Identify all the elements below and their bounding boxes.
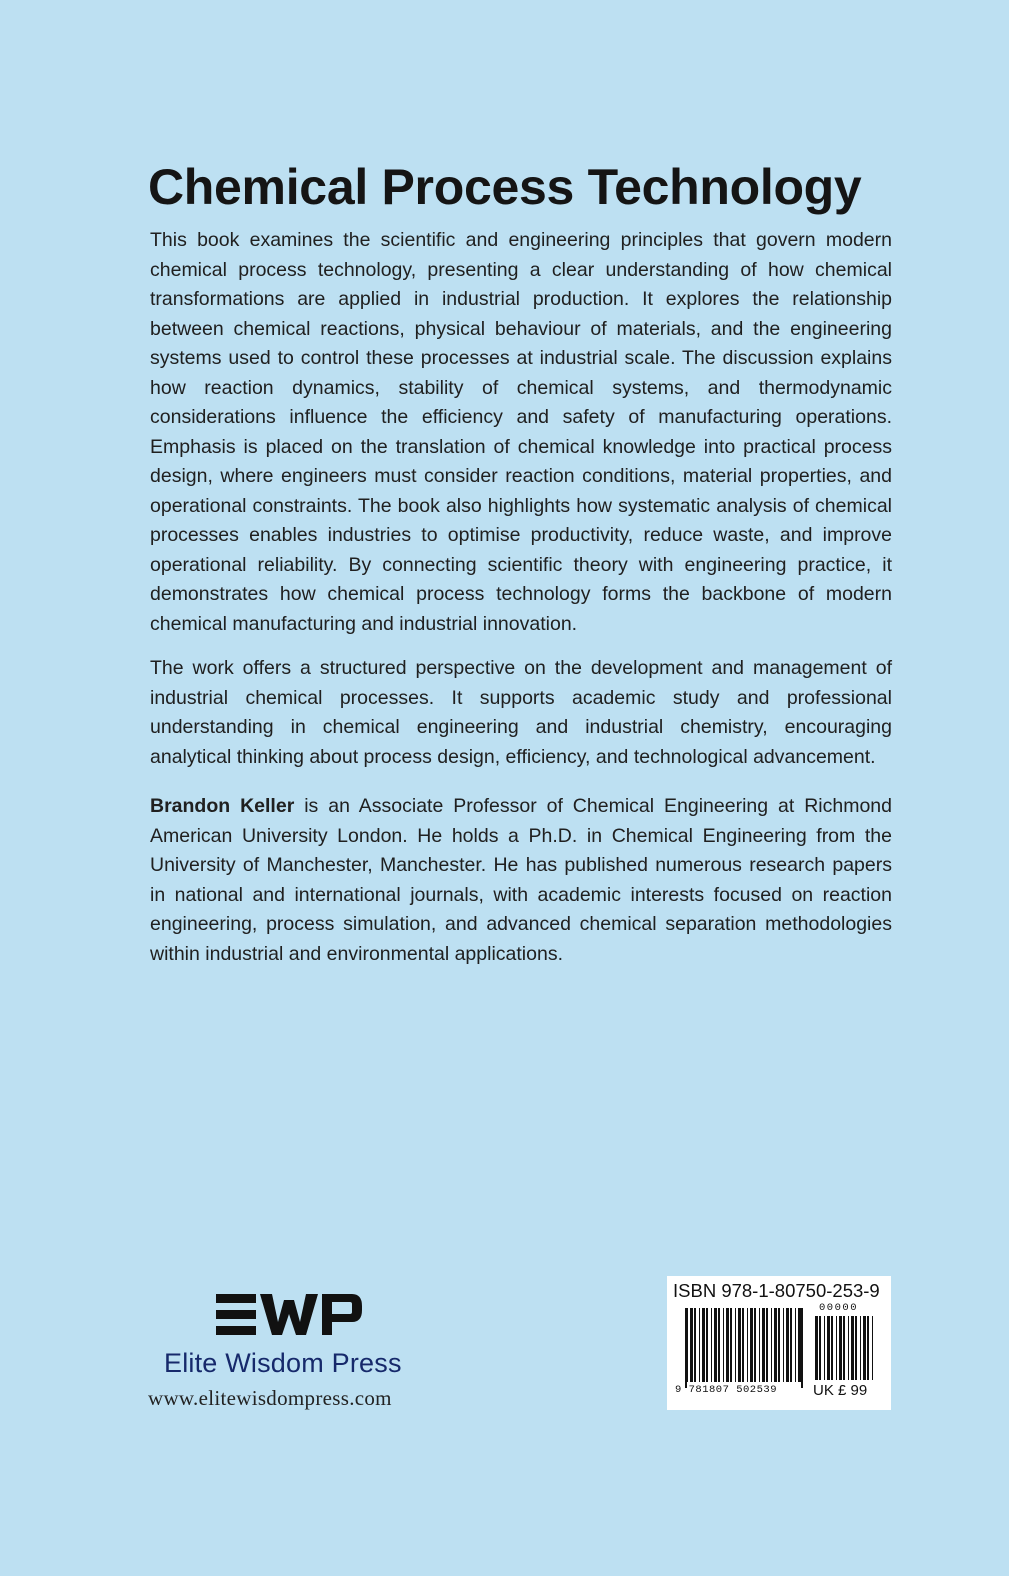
- price-label: UK £ 99: [813, 1382, 868, 1399]
- isbn-barcode: [667, 1276, 891, 1410]
- description-paragraph-2: The work offers a structured perspective on the development and management of industrial chemical processes. It supports academic study and professional understanding in chemical engineering and industrial chemistry, encouraging analytical thinking about process design, efficiency, and technological advancement.: [150, 657, 892, 768]
- book-title: Chemical Process Technology: [148, 159, 862, 215]
- isbn-label: ISBN 978-1-80750-253-9: [673, 1280, 880, 1301]
- publisher-block: [148, 1290, 438, 1420]
- publisher-logo-icon: [216, 1290, 364, 1342]
- barcode-addon-digits: 00000: [819, 1302, 859, 1314]
- publisher-url[interactable]: www.elitewisdompress.com: [148, 1386, 392, 1410]
- publisher-name: Elite Wisdom Press: [164, 1348, 402, 1378]
- author-bio-paragraph: [150, 792, 892, 969]
- author-bio: is an Associate Professor of Chemical Engineering at Richmond American University London. He holds a Ph.D. in Chemical Engineering from the University of Manchester, Manchester. He has published numerous research papers in national and international journals, with academic interests focused on reaction engineering, process simulation, and advanced chemical separation methodologies within industrial and environmental applications.: [150, 795, 892, 965]
- barcode-digits: 9 781807 502539: [675, 1384, 778, 1396]
- description-paragraph-1: This book examines the scientific and engineering principles that govern modern chemical process technology, presenting a clear understanding of how chemical transformations are applied in industrial production. It explores the relationship between chemical reactions, physical behaviour of materials, and the engineering systems used to control these processes at industrial scale. The discussion explains how reaction dynamics, stability of chemical systems, and thermodynamic considerations influence the efficiency and safety of manufacturing operations. Emphasis is placed on the translation of chemical knowledge into practical process design, where engineers must consider reaction conditions, material properties, and operational constraints. The book also highlights how systematic analysis of chemical processes enables industries to optimise productivity, reduce waste, and improve operational reliability. By connecting scientific theory with engineering practice, it demonstrates how chemical process technology forms the backbone of modern chemical manufacturing and industrial innovation.: [150, 229, 892, 635]
- author-name: Brandon Keller: [150, 795, 295, 817]
